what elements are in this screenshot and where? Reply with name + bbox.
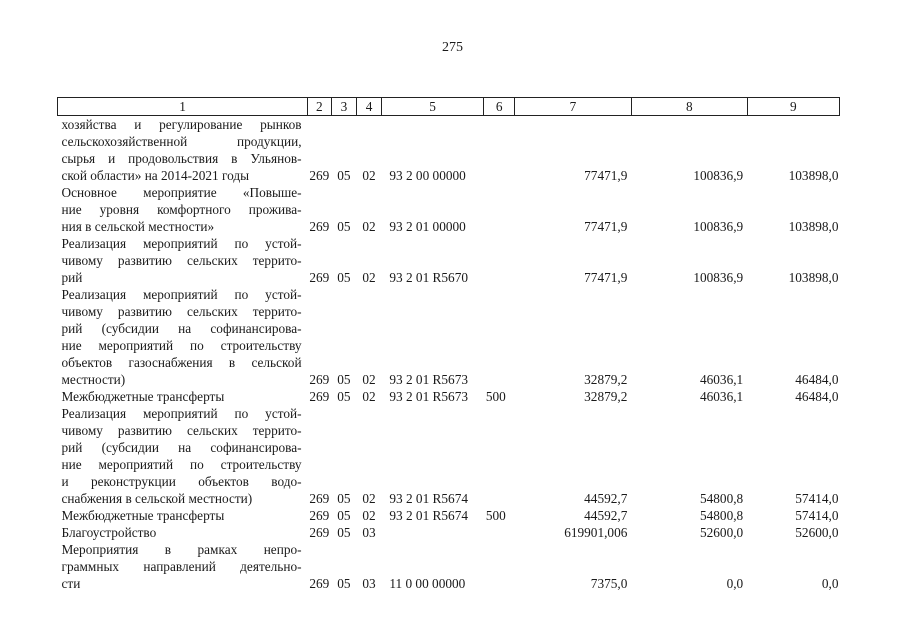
amount-col9-cell: 57414,0 xyxy=(795,491,839,506)
amount-col8-cell: 100836,9 xyxy=(693,270,744,285)
target-article-cell: 93 2 01 R5673 xyxy=(389,389,469,404)
expense-type-cell: 500 xyxy=(485,508,506,523)
amount-col8-cell: 0,0 xyxy=(726,576,744,591)
amount-col9-cell: 46484,0 xyxy=(795,372,839,387)
row-name-line: и реконструкции объектов водо- xyxy=(61,474,302,489)
row-name-line: ние уровня комфортного прожива- xyxy=(61,202,302,217)
expense-type-cell: 500 xyxy=(485,389,506,404)
section-code-cell: 269 xyxy=(309,270,330,285)
column-header: 4 xyxy=(357,98,382,116)
row-name-cell xyxy=(58,235,308,286)
target-article-cell xyxy=(381,524,483,541)
subsection-code-cell: 05 xyxy=(337,389,351,404)
amount-col9-cell: 57414,0 xyxy=(795,508,839,523)
page-number: 275 xyxy=(442,40,463,55)
row-name-cell xyxy=(58,116,308,185)
table-row xyxy=(58,286,840,388)
table-body xyxy=(58,116,840,593)
amount-col8-cell: 100836,9 xyxy=(693,219,744,234)
item-code-cell: 02 xyxy=(362,508,376,523)
row-name-cell xyxy=(58,524,308,541)
amount-col7-cell: 44592,7 xyxy=(584,491,628,506)
item-code-cell: 02 xyxy=(362,389,376,404)
amount-col8-cell: 54800,8 xyxy=(699,491,744,506)
item-code-cell: 03 xyxy=(362,525,376,540)
column-header: 9 xyxy=(747,98,839,116)
expense-type-cell xyxy=(484,184,515,235)
column-header: 3 xyxy=(331,98,357,116)
subsection-code-cell: 05 xyxy=(337,219,351,234)
item-code-cell: 02 xyxy=(362,491,376,506)
target-article-cell: 93 2 01 R5673 xyxy=(389,372,469,387)
section-code-cell: 269 xyxy=(309,389,330,404)
budget-table xyxy=(57,97,840,592)
column-header: 5 xyxy=(381,98,483,116)
column-header: 7 xyxy=(515,98,632,116)
row-name-line: Реализация мероприятий по устой- xyxy=(61,287,302,302)
target-article-cell: 93 2 01 00000 xyxy=(389,219,466,234)
section-code-cell: 269 xyxy=(309,525,330,540)
row-name-line: рий (субсидии на софинансирова- xyxy=(61,440,302,455)
row-name-line: Благоустройство xyxy=(61,525,157,540)
section-code-cell: 269 xyxy=(309,372,330,387)
row-name-line: рий (субсидии на софинансирова- xyxy=(61,321,302,336)
expense-type-cell xyxy=(484,524,515,541)
expense-type-cell xyxy=(484,116,515,185)
amount-col9-cell: 46484,0 xyxy=(795,389,839,404)
target-article-cell: 93 2 01 R5674 xyxy=(389,508,469,523)
row-name-cell xyxy=(58,405,308,507)
row-name-line: Межбюджетные трансферты xyxy=(61,389,225,404)
amount-col7-cell: 77471,9 xyxy=(584,219,628,234)
section-code-cell: 269 xyxy=(309,168,330,183)
target-article-cell: 93 2 00 00000 xyxy=(389,168,466,183)
row-name-cell xyxy=(58,541,308,592)
table-header-row xyxy=(58,98,840,116)
row-name-line: ния в сельской местности» xyxy=(61,219,215,234)
row-name-line: граммных направлений деятельно- xyxy=(61,559,302,574)
column-header: 8 xyxy=(631,98,747,116)
section-code-cell: 269 xyxy=(309,219,330,234)
section-code-cell: 269 xyxy=(309,508,330,523)
table-row xyxy=(58,116,840,185)
amount-col7-cell: 7375,0 xyxy=(590,576,628,591)
row-name-line: сырья и продовольствия в Ульянов- xyxy=(61,151,302,166)
row-name-line: хозяйства и регулирование рынков xyxy=(61,117,302,132)
row-name-line: сти xyxy=(61,576,81,591)
expense-type-cell xyxy=(484,235,515,286)
row-name-line: сельскохозяйственной продукции, xyxy=(61,134,302,149)
amount-col8-cell: 52600,0 xyxy=(699,525,744,540)
row-name-line: Реализация мероприятий по устой- xyxy=(61,406,302,421)
amount-col9-cell: 0,0 xyxy=(821,576,839,591)
row-name-line: Реализация мероприятий по устой- xyxy=(61,236,302,251)
amount-col8-cell: 100836,9 xyxy=(693,168,744,183)
section-code-cell: 269 xyxy=(309,491,330,506)
row-name-line: Мероприятия в рамках непро- xyxy=(61,542,302,557)
row-name-line: местности) xyxy=(61,372,126,387)
item-code-cell: 03 xyxy=(362,576,376,591)
table-row xyxy=(58,184,840,235)
amount-col7-cell: 619901,006 xyxy=(564,525,628,540)
amount-col7-cell: 77471,9 xyxy=(584,168,628,183)
amount-col7-cell: 32879,2 xyxy=(584,389,628,404)
subsection-code-cell: 05 xyxy=(337,508,351,523)
amount-col8-cell: 54800,8 xyxy=(699,508,744,523)
table-row xyxy=(58,541,840,592)
table-row xyxy=(58,405,840,507)
target-article-cell: 11 0 00 00000 xyxy=(389,576,466,591)
amount-col8-cell: 46036,1 xyxy=(699,389,744,404)
amount-col7-cell: 32879,2 xyxy=(584,372,628,387)
amount-col8-cell: 46036,1 xyxy=(699,372,744,387)
amount-col9-cell: 103898,0 xyxy=(788,219,839,234)
expense-type-cell xyxy=(484,541,515,592)
subsection-code-cell: 05 xyxy=(337,576,351,591)
column-header: 1 xyxy=(58,98,308,116)
row-name-line: чивому развитию сельских террито- xyxy=(61,304,302,319)
column-header: 6 xyxy=(484,98,515,116)
row-name-cell xyxy=(58,184,308,235)
amount-col7-cell: 77471,9 xyxy=(584,270,628,285)
item-code-cell: 02 xyxy=(362,270,376,285)
amount-col9-cell: 103898,0 xyxy=(788,168,839,183)
row-name-line: ской области» на 2014-2021 годы xyxy=(61,168,250,183)
row-name-cell xyxy=(58,286,308,388)
row-name-line: чивому развитию сельских террито- xyxy=(61,253,302,268)
amount-col7-cell: 44592,7 xyxy=(584,508,628,523)
subsection-code-cell: 05 xyxy=(337,168,351,183)
row-name-line: рий xyxy=(61,270,83,285)
item-code-cell: 02 xyxy=(362,372,376,387)
expense-type-cell xyxy=(484,286,515,388)
section-code-cell: 269 xyxy=(309,576,330,591)
row-name-line: ние мероприятий по строительству xyxy=(61,457,302,472)
table-row xyxy=(58,524,840,541)
row-name-line: чивому развитию сельских террито- xyxy=(61,423,302,438)
subsection-code-cell: 05 xyxy=(337,525,351,540)
table-row xyxy=(58,388,840,405)
target-article-cell: 93 2 01 R5674 xyxy=(389,491,469,506)
row-name-line: Основное мероприятие «Повыше- xyxy=(61,185,302,200)
column-header: 2 xyxy=(308,98,332,116)
amount-col9-cell: 52600,0 xyxy=(795,525,839,540)
row-name-cell xyxy=(58,388,308,405)
item-code-cell: 02 xyxy=(362,168,376,183)
row-name-line: снабжения в сельской местности) xyxy=(61,491,253,506)
subsection-code-cell: 05 xyxy=(337,491,351,506)
expense-type-cell xyxy=(484,405,515,507)
amount-col9-cell: 103898,0 xyxy=(788,270,839,285)
row-name-line: Межбюджетные трансферты xyxy=(61,508,225,523)
table-row xyxy=(58,235,840,286)
row-name-line: объектов газоснабжения в сельской xyxy=(61,355,302,370)
subsection-code-cell: 05 xyxy=(337,270,351,285)
table-row xyxy=(58,507,840,524)
target-article-cell: 93 2 01 R5670 xyxy=(389,270,469,285)
item-code-cell: 02 xyxy=(362,219,376,234)
subsection-code-cell: 05 xyxy=(337,372,351,387)
row-name-cell xyxy=(58,507,308,524)
row-name-line: ние мероприятий по строительству xyxy=(61,338,302,353)
